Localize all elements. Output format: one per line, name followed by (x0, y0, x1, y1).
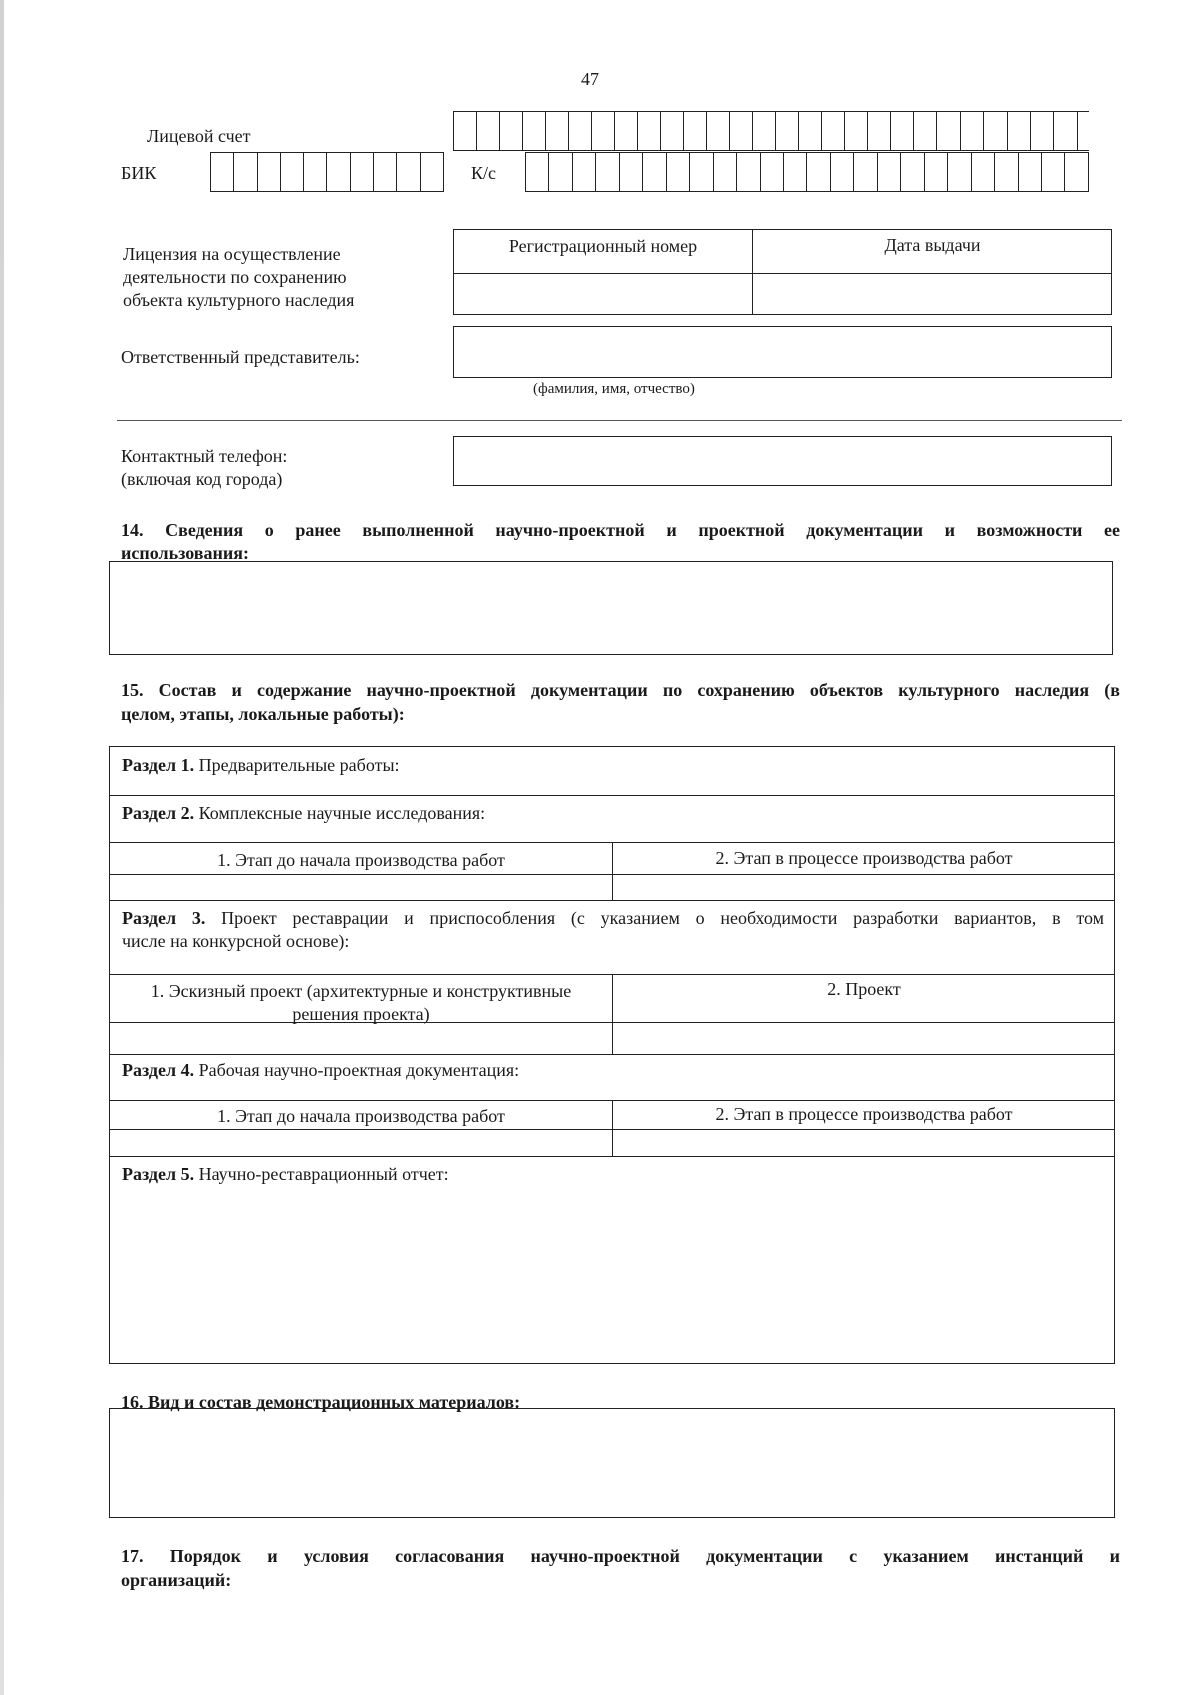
razdel1-row (122, 754, 400, 777)
razdel2-col1: 1. Этап до начала производства работ (217, 850, 505, 870)
section14-title-line1: 14. Сведения о ранее выполненной научно-проектной и проектной документации и возможности ее (121, 520, 1120, 540)
section15-table (109, 746, 1115, 1364)
razdel5-num: Раздел 5. (122, 1164, 195, 1184)
razdel4-row (122, 1059, 519, 1082)
contact-label-line1: Контактный телефон: (121, 446, 288, 466)
razdel3-row (122, 907, 1104, 930)
razdel3-text-line2: числе на конкурсной основе): (122, 931, 350, 951)
license-reg-number-field[interactable] (456, 276, 750, 312)
section16-title: 16. Вид и состав демонстрационных материалов: (121, 1392, 521, 1412)
section17-title-line1: 17. Порядок и условия согласования научно-проектной документации с указанием инстанций и (121, 1546, 1120, 1566)
razdel4-text: Рабочая научно-проектная документация: (198, 1060, 520, 1080)
razdel5-text: Научно-реставрационный отчет: (198, 1164, 449, 1184)
razdel2-row (122, 802, 485, 825)
license-col-reg-number: Регистрационный номер (508, 236, 698, 256)
razdel3-text-line1: Проект реставрации и приспособления (с указанием о необходимости разработки вариантов, в том (221, 908, 1105, 928)
ks-cells[interactable] (525, 152, 1089, 192)
representative-field[interactable] (453, 326, 1112, 378)
personal-account-label: Лицевой счет (147, 126, 251, 146)
section14-field[interactable] (109, 561, 1113, 655)
section14-title-line2: использования: (121, 543, 249, 563)
license-label-line3: объекта культурного наследия (123, 290, 355, 310)
contact-label-line2: (включая код города) (121, 469, 283, 489)
razdel1-num: Раздел 1. (122, 755, 195, 775)
razdel3-num: Раздел 3. (122, 908, 206, 928)
razdel2-text: Комплексные научные исследования: (198, 803, 486, 823)
representative-caption: (фамилия, имя, отчество) (533, 381, 695, 397)
personal-account-cells[interactable] (453, 111, 1089, 151)
section17-title-line2: организаций: (121, 1570, 232, 1590)
razdel4-col1: 1. Этап до начала производства работ (217, 1106, 505, 1126)
razdel4-col2: 2. Этап в процессе производства работ (715, 1104, 1013, 1124)
section15-title-line2: целом, этапы, локальные работы): (121, 704, 405, 724)
license-label-line1: Лицензия на осуществление (123, 244, 341, 264)
razdel2-col2: 2. Этап в процессе производства работ (715, 848, 1013, 868)
bik-cells[interactable] (210, 152, 444, 192)
divider (117, 420, 1122, 421)
razdel5-field[interactable] (116, 1191, 1108, 1359)
razdel2-num: Раздел 2. (122, 803, 195, 823)
ks-label: К/с (471, 163, 496, 183)
scan-edge (0, 0, 4, 1695)
razdel4-num: Раздел 4. (122, 1060, 195, 1080)
license-table (453, 229, 1112, 315)
page-number: 47 (581, 69, 599, 89)
representative-label: Ответственный представитель: (121, 347, 360, 367)
license-issue-date-field[interactable] (755, 276, 1109, 312)
razdel3-col1-line2: решения проекта) (292, 1004, 430, 1024)
license-col-issue-date: Дата выдачи (884, 235, 981, 255)
contact-phone-field[interactable] (453, 436, 1112, 486)
razdel5-row (122, 1163, 449, 1186)
razdel1-text: Предварительные работы: (198, 755, 400, 775)
bik-label: БИК (121, 163, 157, 183)
razdel3-col1-line1: 1. Эскизный проект (архитектурные и конструктивные (150, 981, 572, 1001)
section15-title-line1: 15. Состав и содержание научно-проектной документации по сохранению объектов культурного наследия (в (121, 680, 1120, 700)
razdel3-col2: 2. Проект (827, 979, 901, 999)
section16-field[interactable] (109, 1408, 1115, 1518)
license-label-line2: деятельности по сохранению (123, 267, 347, 287)
